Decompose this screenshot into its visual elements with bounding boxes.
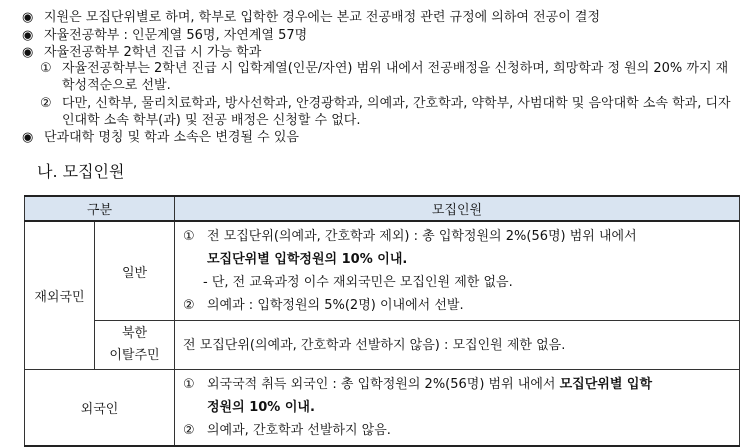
quota-line	[183, 294, 731, 317]
header-category: 구분	[25, 196, 175, 221]
note-item	[22, 9, 742, 26]
north-korean-cell	[95, 321, 175, 370]
note-text: 단과대학 명칭 및 학과 소속은 변경될 수 있음	[44, 130, 299, 145]
note-sub-text: 자율전공학부는 2학년 진급 시 입학계열(인문/자연) 범위 내에서 전공배정을 신청하며, 희망학과 정 원의 20% 까지 재학성적순으로 선발.	[62, 61, 729, 93]
quota-text: 의예과 : 입학정원의 5%(2명) 이내에서 선발.	[207, 298, 464, 313]
bullet-mark: ◉	[22, 45, 34, 60]
note-item	[22, 44, 742, 61]
table-header-row	[25, 196, 740, 221]
foreigner-cell: 외국인	[25, 370, 175, 447]
quota-line	[183, 225, 731, 271]
bullet-mark: ◉	[22, 10, 34, 25]
item-mark: ②	[183, 298, 195, 313]
item-mark: ①	[183, 377, 195, 392]
note-sub-text: 다만, 신학부, 물리치료학과, 방사선학과, 안경광학과, 의예과, 간호학과, 약학부, 사범대학 및 음악대학 소속 학과, 디자인대학 소속 학부(과) 및 전공 배정은 신청할 수 없다.	[62, 96, 731, 128]
sub-mark: ②	[40, 96, 52, 111]
north-korean-label-2: 이탈주민	[109, 348, 160, 363]
bullet-mark: ◉	[22, 28, 34, 43]
quota-table	[24, 195, 740, 447]
note-item	[22, 27, 742, 44]
general-cell: 일반	[95, 221, 175, 321]
item-mark: ②	[183, 423, 195, 438]
quota-note: - 단, 전 교육과정 이수 재외국민은 모집인원 제한 없음.	[203, 275, 513, 290]
quota-text: 의예과, 간호학과 선발하지 않음.	[207, 423, 391, 438]
note-sub-item	[40, 60, 740, 94]
item-mark: ①	[183, 229, 195, 244]
note-sub-item	[40, 95, 740, 129]
bullet-mark: ◉	[22, 130, 34, 145]
quota-bold-text: 모집단위별 입학정원의 10% 이내.	[207, 252, 408, 267]
north-korean-label-1: 북한	[121, 326, 148, 341]
note-item	[22, 129, 742, 146]
quota-text: 외국국적 취득 외국인 : 총 입학정원의 2%(56명) 범위 내에서	[207, 377, 556, 392]
note-text: 지원은 모집단위별로 하며, 학부로 입학한 경우에는 본교 전공배정 관련 규정에 의하여 전공이 결정	[44, 10, 601, 25]
quota-line	[183, 419, 731, 442]
note-text: 자율전공학부 : 인문계열 56명, 자연계열 57명	[44, 28, 308, 43]
north-korean-quota-cell	[175, 321, 740, 370]
note-text: 자율전공학부 2학년 진급 시 가능 학과	[44, 45, 262, 60]
overseas-korean-cell: 재외국민	[25, 221, 95, 370]
table-row	[25, 221, 740, 321]
table-row	[25, 370, 740, 447]
foreigner-quota-cell	[175, 370, 740, 447]
quota-text: 전 모집단위(의예과, 간호학과 선발하지 않음) : 모집인원 제한 없음.	[183, 337, 566, 353]
quota-line	[183, 373, 731, 419]
quota-text: 전 모집단위(의예과, 간호학과 제외) : 총 입학정원의 2%(56명) 범위 내에서	[207, 229, 637, 244]
quota-bold-text: 정원의 10% 이내.	[207, 400, 315, 415]
section-title: 나. 모집인원	[37, 162, 125, 181]
header-quota: 모집인원	[175, 196, 740, 221]
table-row	[25, 321, 740, 370]
general-quota-cell	[175, 221, 740, 321]
sub-mark: ①	[40, 61, 52, 76]
quota-bold-text: 모집단위별 입학	[559, 377, 653, 392]
